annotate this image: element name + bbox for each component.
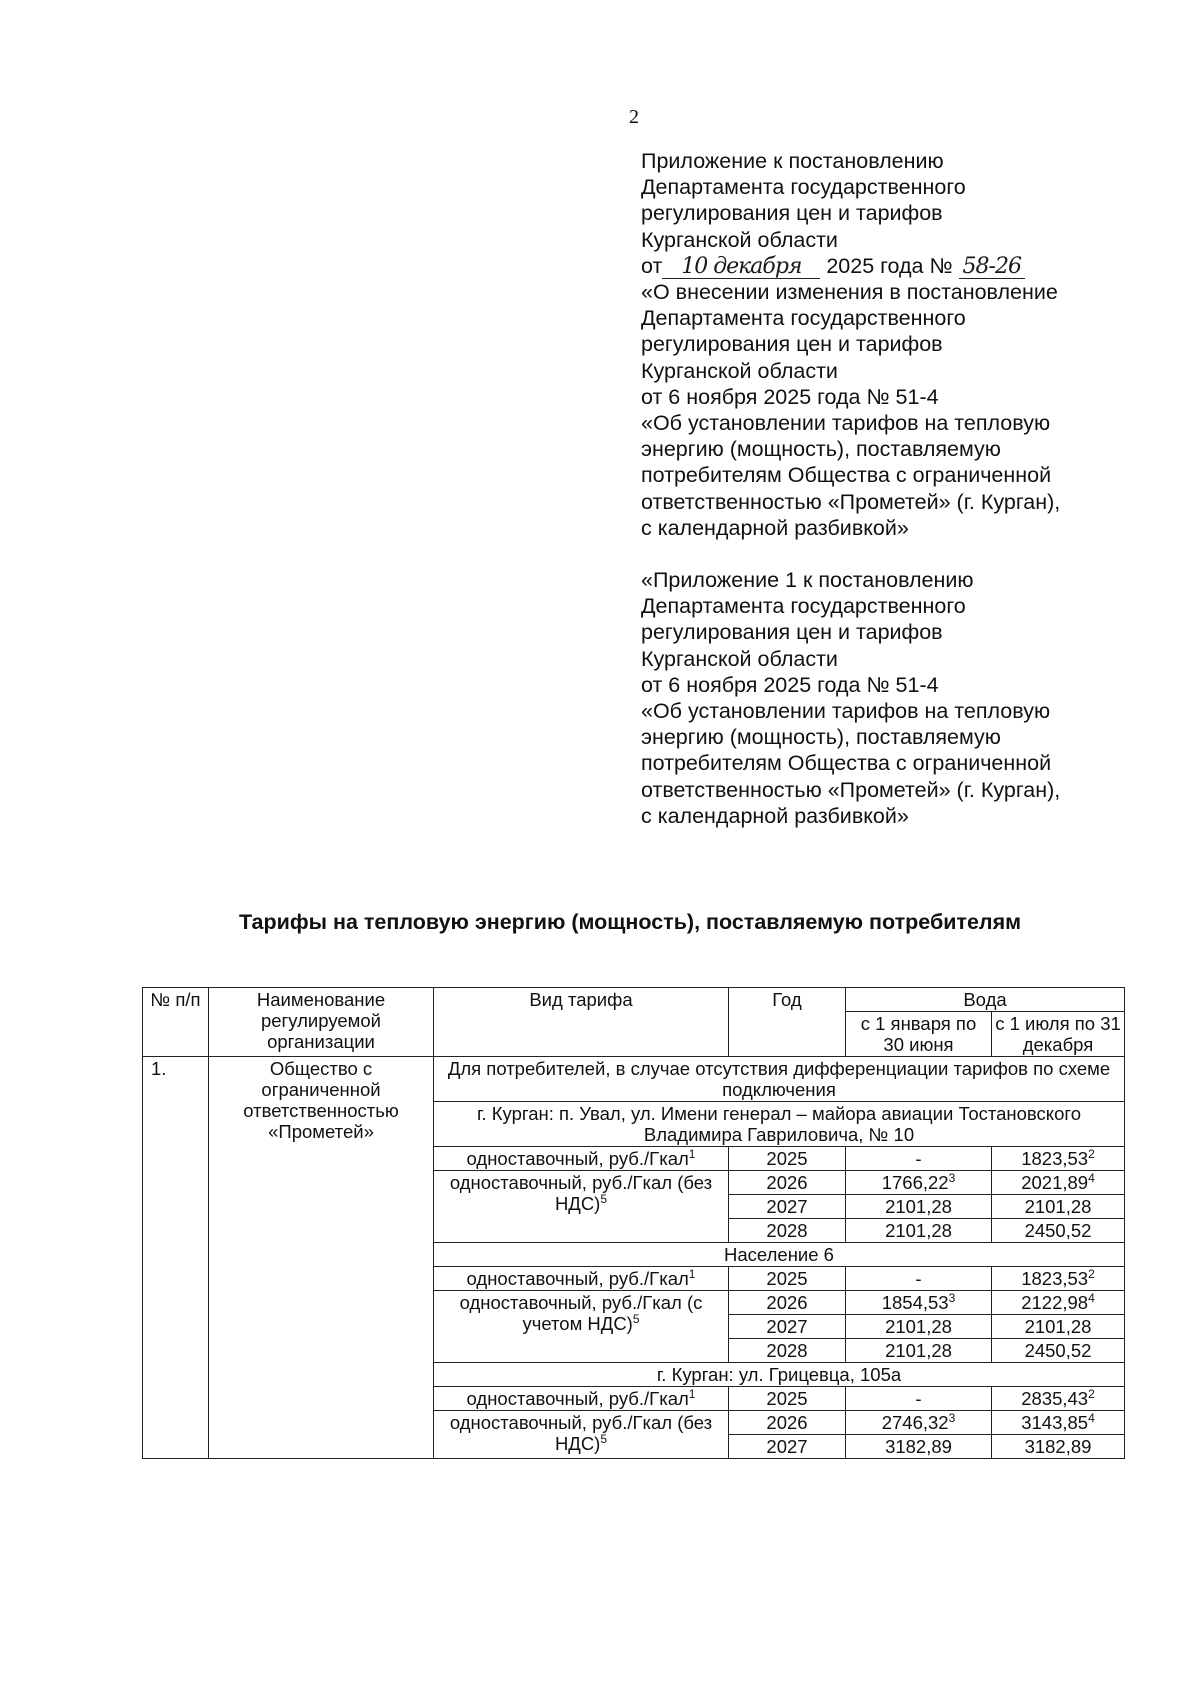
page-number: 2 — [629, 106, 639, 128]
preamble-line: Курганской области — [641, 227, 838, 252]
value-period-1 — [846, 1147, 992, 1171]
tariff-type-cell — [434, 1291, 729, 1363]
year-cell: 2027 — [729, 1435, 846, 1459]
preamble-line: ответственностью «Прометей» (г. Курган), — [641, 489, 1061, 514]
preamble-line: энергию (мощность), поставляемую — [641, 437, 1001, 462]
value-period-1-text: - — [915, 1148, 922, 1169]
value-period-1-text: 1766,22 — [881, 1172, 949, 1193]
document-title: Тарифы на тепловую энергию (мощность), поставляемую потребителям — [238, 910, 1022, 934]
section-heading: Население 6 — [434, 1243, 1125, 1267]
preamble-appendix1-block — [641, 567, 1161, 829]
row-number: 1. — [143, 1057, 209, 1459]
value-period-1-text: 1854,53 — [881, 1292, 949, 1313]
section-heading-row — [143, 1057, 1125, 1102]
footnote-mark: 5 — [600, 1191, 608, 1206]
value-period-2 — [992, 1291, 1125, 1315]
footnote-mark: 2 — [1088, 1266, 1095, 1281]
value-period-2-text: 2835,43 — [1021, 1388, 1089, 1409]
year-cell: 2028 — [729, 1219, 846, 1243]
footnote-mark: 2 — [1088, 1386, 1095, 1401]
footnote-mark: 4 — [1088, 1290, 1095, 1305]
preamble-amendment-block — [641, 279, 1161, 541]
value-period-2 — [992, 1315, 1125, 1339]
year-cell: 2026 — [729, 1291, 846, 1315]
value-period-1-text: - — [915, 1388, 922, 1409]
value-period-1 — [846, 1435, 992, 1459]
date-year: 2025 года № — [826, 253, 953, 278]
preamble-line: «Приложение 1 к постановлению — [641, 568, 974, 593]
value-period-1-text: 2101,28 — [885, 1316, 952, 1337]
value-period-1 — [846, 1219, 992, 1243]
preamble-header-block — [641, 148, 1161, 253]
preamble-line: регулирования цен и тарифов — [641, 620, 943, 645]
footnote-mark: 1 — [688, 1266, 696, 1281]
value-period-2-text: 2101,28 — [1024, 1316, 1092, 1337]
preamble-line: Курганской области — [641, 358, 838, 383]
footnote-mark: 2 — [1088, 1146, 1095, 1161]
header-water: Вода — [846, 988, 1125, 1012]
preamble-line: энергию (мощность), поставляемую — [641, 725, 1001, 750]
preamble-line: потребителям Общества с ограниченной — [641, 751, 1052, 776]
value-period-1 — [846, 1411, 992, 1435]
table-header-row — [143, 988, 1125, 1012]
year-cell: 2025 — [729, 1267, 846, 1291]
year-cell: 2027 — [729, 1195, 846, 1219]
value-period-1-text: 2101,28 — [885, 1196, 952, 1217]
appendix-preamble — [641, 148, 1161, 829]
handwritten-date: 10 декабря — [662, 256, 820, 279]
footnote-mark: 4 — [1088, 1170, 1095, 1185]
value-period-2-text: 1823,53 — [1021, 1148, 1089, 1169]
footnote-mark: 3 — [948, 1410, 956, 1425]
value-period-2 — [992, 1147, 1125, 1171]
preamble-line: от 6 ноября 2025 года № 51-4 — [641, 672, 939, 697]
footnote-mark: 3 — [948, 1290, 956, 1305]
value-period-2 — [992, 1435, 1125, 1459]
header-tariff-type: Вид тарифа — [434, 988, 729, 1057]
tariff-type-cell — [434, 1147, 729, 1171]
value-period-2 — [992, 1195, 1125, 1219]
value-period-1-text: 2746,32 — [881, 1412, 949, 1433]
preamble-line: Департамента государственного — [641, 594, 966, 619]
year-cell: 2026 — [729, 1411, 846, 1435]
value-period-1 — [846, 1195, 992, 1219]
value-period-2 — [992, 1171, 1125, 1195]
value-period-2 — [992, 1387, 1125, 1411]
tariff-type: одноставочный, руб./Гкал (без НДС) — [449, 1172, 713, 1214]
footnote-mark: 1 — [688, 1146, 696, 1161]
value-period-1-text: 2101,28 — [885, 1340, 952, 1361]
value-period-2-text: 2122,98 — [1021, 1292, 1089, 1313]
footnote-mark: 5 — [632, 1311, 640, 1326]
year-cell: 2025 — [729, 1147, 846, 1171]
preamble-line: Департамента государственного — [641, 306, 966, 331]
value-period-2-text: 2101,28 — [1024, 1196, 1092, 1217]
section-heading: г. Курган: ул. Грицевца, 105а — [434, 1363, 1125, 1387]
footnote-mark: 4 — [1088, 1410, 1095, 1425]
value-period-1-text: 2101,28 — [885, 1220, 952, 1241]
preamble-line: «Об установлении тарифов на тепловую — [641, 411, 1051, 436]
value-period-1 — [846, 1339, 992, 1363]
section-heading: Для потребителей, в случае отсутствия дифференциации тарифов по схеме подключения — [434, 1057, 1125, 1102]
decree-date-line — [641, 253, 1161, 279]
preamble-line: потребителям Общества с ограниченной — [641, 463, 1052, 488]
footnote-mark: 3 — [948, 1170, 956, 1185]
header-period-1: с 1 января по 30 июня — [846, 1012, 992, 1057]
preamble-line: регулирования цен и тарифов — [641, 201, 943, 226]
tariff-type-cell — [434, 1387, 729, 1411]
tariff-type-cell — [434, 1411, 729, 1459]
header-org: Наименование регулируемой организации — [209, 988, 434, 1057]
preamble-line: Департамента государственного — [641, 175, 966, 200]
tariff-type: одноставочный, руб./Гкал — [466, 1268, 689, 1289]
footnote-mark: 5 — [600, 1431, 608, 1446]
preamble-line: Приложение к постановлению — [641, 149, 944, 173]
year-cell: 2027 — [729, 1315, 846, 1339]
section-heading: г. Курган: п. Увал, ул. Имени генерал – майора авиации Тостановского Владимира Гавриловича, № 10 — [434, 1102, 1125, 1147]
value-period-1-text: - — [915, 1268, 922, 1289]
header-year: Год — [729, 988, 846, 1057]
value-period-1 — [846, 1387, 992, 1411]
preamble-line: от 6 ноября 2025 года № 51-4 — [641, 384, 939, 409]
value-period-2-text: 3143,85 — [1021, 1412, 1089, 1433]
handwritten-number: 58-26 — [959, 256, 1025, 279]
value-period-2-text: 2021,89 — [1021, 1172, 1089, 1193]
value-period-1 — [846, 1267, 992, 1291]
preamble-line: ответственностью «Прометей» (г. Курган), — [641, 777, 1061, 802]
value-period-2 — [992, 1219, 1125, 1243]
header-num: № п/п — [143, 988, 209, 1057]
preamble-line: регулирования цен и тарифов — [641, 332, 943, 357]
value-period-2 — [992, 1411, 1125, 1435]
value-period-1 — [846, 1315, 992, 1339]
tariff-type: одноставочный, руб./Гкал — [466, 1388, 689, 1409]
value-period-2-text: 3182,89 — [1024, 1436, 1092, 1457]
value-period-2-text: 2450,52 — [1024, 1340, 1092, 1361]
preamble-line: с календарной разбивкой» — [641, 803, 909, 828]
value-period-1 — [846, 1171, 992, 1195]
footnote-mark: 1 — [688, 1386, 696, 1401]
value-period-1-text: 3182,89 — [885, 1436, 952, 1457]
value-period-2-text: 1823,53 — [1021, 1268, 1089, 1289]
year-cell: 2028 — [729, 1339, 846, 1363]
value-period-2 — [992, 1339, 1125, 1363]
year-cell: 2026 — [729, 1171, 846, 1195]
tariff-type-cell — [434, 1171, 729, 1243]
year-cell: 2025 — [729, 1387, 846, 1411]
organization-name: Общество с ограниченной ответственностью «Прометей» — [209, 1057, 434, 1459]
tariff-table — [142, 987, 1125, 1459]
header-period-2: с 1 июля по 31 декабря — [992, 1012, 1125, 1057]
preamble-line: Курганской области — [641, 646, 838, 671]
value-period-2-text: 2450,52 — [1024, 1220, 1092, 1241]
value-period-1 — [846, 1291, 992, 1315]
preamble-line: «О внесении изменения в постановление — [641, 280, 1058, 305]
tariff-type: одноставочный, руб./Гкал — [466, 1148, 689, 1169]
tariff-type: одноставочный, руб./Гкал (без НДС) — [449, 1412, 713, 1454]
preamble-line: с календарной разбивкой» — [641, 515, 909, 540]
date-prefix: от — [641, 253, 663, 278]
value-period-2 — [992, 1267, 1125, 1291]
preamble-line: «Об установлении тарифов на тепловую — [641, 699, 1051, 724]
tariff-type-cell — [434, 1267, 729, 1291]
tariff-type: одноставочный, руб./Гкал (с учетом НДС) — [459, 1292, 703, 1334]
